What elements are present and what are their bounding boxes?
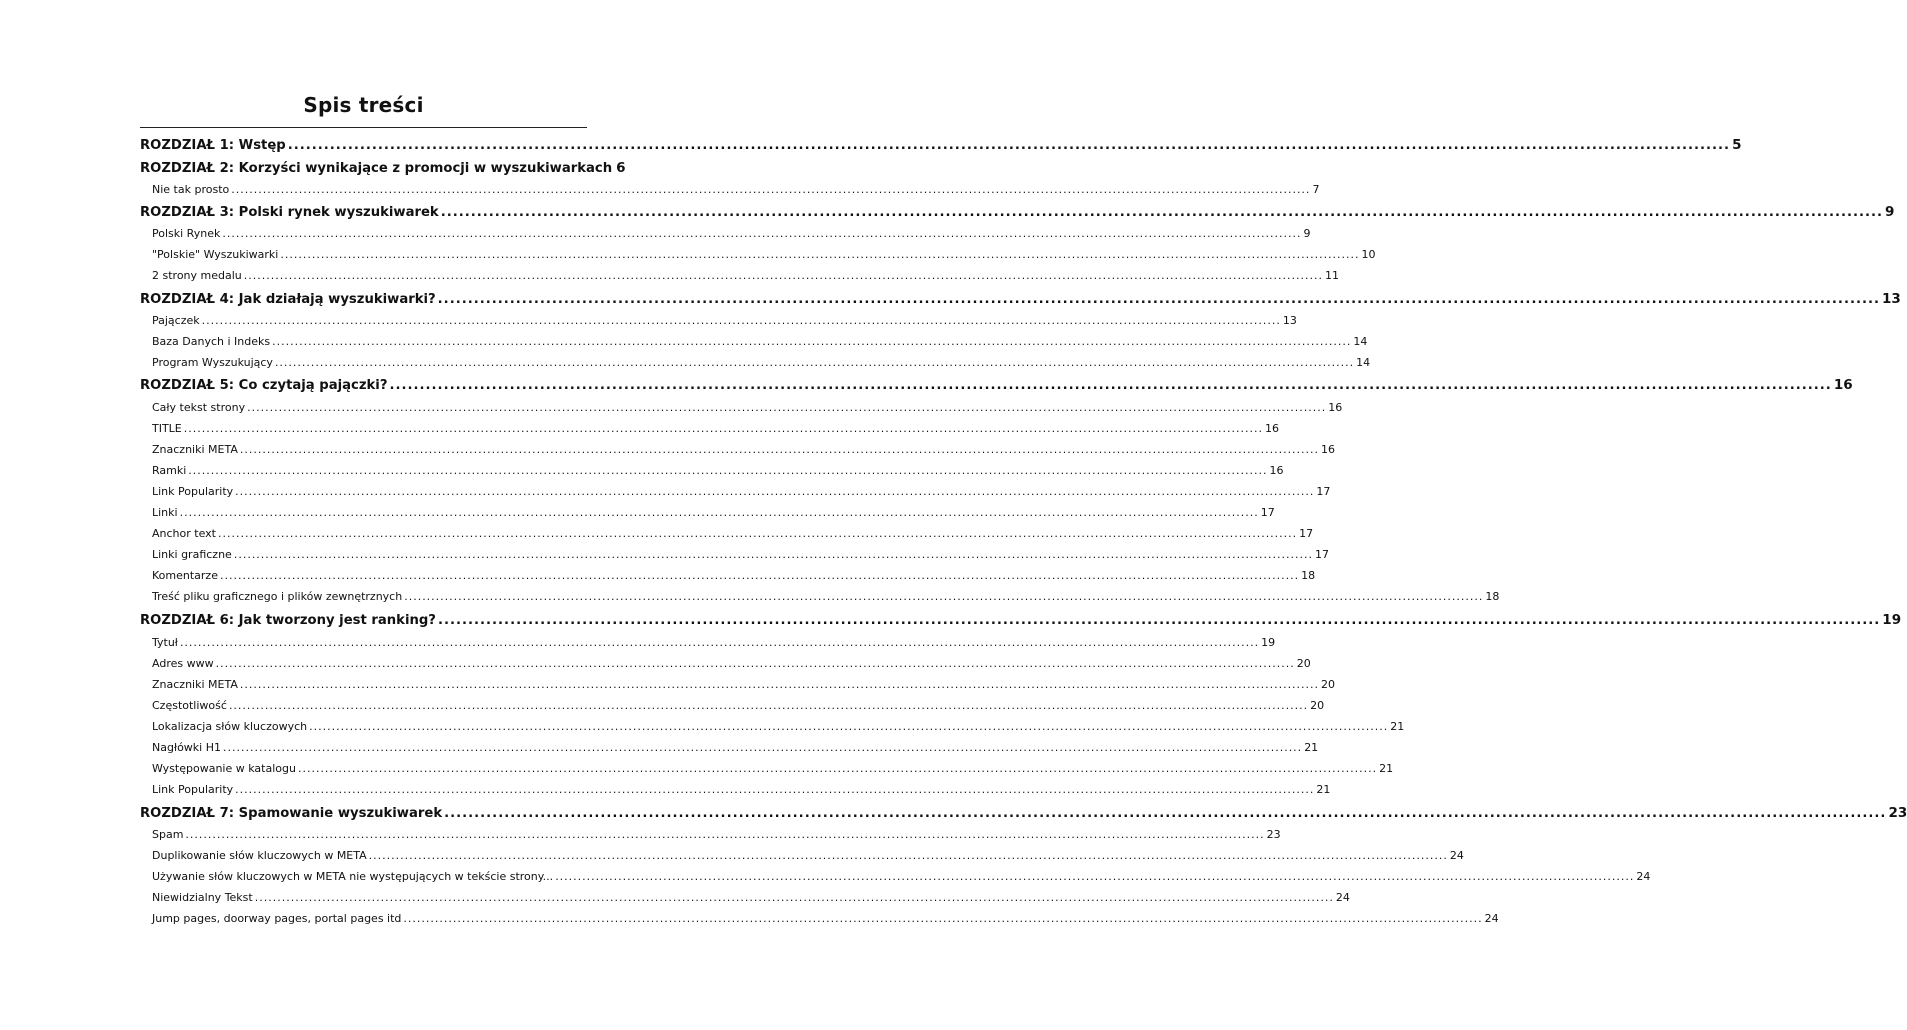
toc-entry-label: Baza Danych i Indeks	[152, 335, 271, 348]
toc-entry-page-number: 24	[1335, 891, 1350, 904]
dot-leader	[202, 314, 1281, 327]
toc-entry-page-number: 7	[1312, 183, 1320, 196]
toc-entry-label: ROZDZIAŁ 3: Polski rynek wyszukiwarek	[140, 205, 439, 220]
dot-leader	[244, 269, 1323, 282]
toc-section-entry[interactable]	[140, 227, 1311, 240]
dot-leader	[288, 138, 1730, 153]
toc-entry-label: Spam	[152, 828, 184, 841]
dot-leader	[240, 678, 1319, 691]
toc-chapter-entry[interactable]	[140, 612, 1902, 628]
toc-entry-page-number: 21	[1379, 762, 1394, 775]
dot-leader	[180, 636, 1259, 649]
toc-entry-label: Cały tekst strony	[152, 401, 246, 414]
dot-leader	[444, 806, 1886, 821]
toc-section-entry[interactable]	[140, 269, 1339, 282]
dot-leader	[223, 741, 1302, 754]
dot-leader	[240, 443, 1319, 456]
toc-section-entry[interactable]	[140, 506, 1275, 519]
dot-leader	[298, 762, 1377, 775]
toc-entry-label: Niewidzialny Tekst	[152, 891, 253, 904]
toc-entry-page-number: 9	[1885, 204, 1895, 220]
dot-leader	[218, 527, 1297, 540]
toc-entry-page-number: 20	[1296, 657, 1311, 670]
toc-section-entry[interactable]	[140, 699, 1325, 712]
toc-chapter-entry[interactable]	[140, 204, 1895, 220]
toc-entry-page-number: 11	[1324, 269, 1339, 282]
dot-leader	[309, 720, 1388, 733]
toc-entry-label: Tytuł	[152, 636, 178, 649]
toc-entry-page-number: 23	[1888, 805, 1907, 821]
toc-section-entry[interactable]	[140, 870, 1651, 883]
toc-entry-label: ROZDZIAŁ 5: Co czytają pajączki?	[140, 378, 388, 393]
dot-leader	[216, 657, 1295, 670]
toc-section-entry[interactable]	[140, 422, 1279, 435]
toc-entry-page-number: 21	[1304, 741, 1319, 754]
toc-entry-label: ROZDZIAŁ 7: Spamowanie wyszukiwarek	[140, 806, 443, 821]
dot-leader	[403, 912, 1482, 925]
dot-leader	[441, 205, 1883, 220]
toc-entry-label: Duplikowanie słów kluczowych w META	[152, 849, 367, 862]
toc-entry-page-number: 5	[1732, 137, 1742, 153]
dot-leader	[235, 485, 1314, 498]
toc-entry-page-number: 24	[1636, 870, 1651, 883]
toc-section-entry[interactable]	[140, 248, 1376, 261]
toc-entry-label: Ramki	[152, 464, 187, 477]
toc-entry-page-number: 17	[1316, 485, 1331, 498]
toc-entry-label: Nie tak prosto	[152, 183, 230, 196]
dot-leader	[247, 401, 1326, 414]
toc-entry-page-number: 13	[1282, 314, 1297, 327]
toc-entry-page-number: 18	[1485, 590, 1500, 603]
toc-entry-label: Częstotliwość	[152, 699, 227, 712]
toc-entry-label: 2 strony medalu	[152, 269, 242, 282]
toc-section-entry[interactable]	[140, 548, 1330, 561]
toc-section-entry[interactable]	[140, 485, 1331, 498]
toc-entry-page-number: 10	[1361, 248, 1376, 261]
toc-entry-page-number: 17	[1315, 548, 1330, 561]
toc-section-entry[interactable]	[140, 569, 1316, 582]
toc-section-entry[interactable]	[140, 741, 1319, 754]
toc-chapter-entry[interactable]	[140, 377, 1853, 393]
toc-section-entry[interactable]	[140, 443, 1336, 456]
toc-entry-page-number: 18	[1301, 569, 1316, 582]
toc-entry-label: Komentarze	[152, 569, 218, 582]
toc-entry-page-number: 13	[1882, 291, 1901, 307]
toc-entry-page-number: 16	[1833, 377, 1853, 393]
toc-section-entry[interactable]	[140, 314, 1297, 327]
toc-entry-label: ROZDZIAŁ 2: Korzyści wynikające z promocji w wyszukiwarkach	[140, 161, 613, 176]
toc-entry-page-number: 9	[1303, 227, 1311, 240]
toc-entry-label: ROZDZIAŁ 1: Wstęp	[140, 138, 286, 153]
toc-entry-page-number: 16	[1321, 443, 1336, 456]
toc-entry-label: Znaczniki META	[152, 678, 238, 691]
toc-chapter-entry[interactable]	[140, 137, 1742, 153]
toc-section-entry[interactable]	[140, 590, 1500, 603]
toc-entry-label: Występowanie w katalogu	[152, 762, 296, 775]
toc-entry-page-number: 17	[1299, 527, 1314, 540]
dot-leader	[229, 699, 1308, 712]
toc-entry-label: ROZDZIAŁ 6: Jak tworzony jest ranking?	[140, 613, 436, 628]
toc-entry-page-number: 20	[1310, 699, 1325, 712]
toc-entry-label: Linki	[152, 506, 178, 519]
toc-entry-page-number: 24	[1449, 849, 1464, 862]
toc-entry-label: Używanie słów kluczowych w META nie występujących w tekście strony...	[152, 870, 554, 883]
toc-chapter-entry[interactable]	[140, 291, 1901, 307]
toc-section-entry[interactable]	[140, 657, 1311, 670]
dot-leader	[184, 422, 1263, 435]
toc-entry-label: Pajączek	[152, 314, 200, 327]
toc-entry-label: "Polskie" Wyszukiwarki	[152, 248, 279, 261]
dot-leader	[234, 548, 1313, 561]
toc-entry-page-number: 19	[1261, 636, 1276, 649]
dot-leader	[220, 569, 1299, 582]
toc-section-entry[interactable]	[140, 762, 1394, 775]
toc-entry-page-number: 16	[1328, 401, 1343, 414]
toc-section-entry[interactable]	[140, 912, 1499, 925]
toc-entry-page-number: 6	[616, 160, 626, 176]
toc-entry-page-number: 24	[1484, 912, 1499, 925]
toc-entry-page-number: 16	[1269, 464, 1284, 477]
dot-leader	[555, 870, 1634, 883]
toc-section-entry[interactable]	[140, 891, 1350, 904]
toc-entry-label: Anchor text	[152, 527, 216, 540]
toc-entry-page-number: 21	[1316, 783, 1331, 796]
dot-leader	[280, 248, 1359, 261]
dot-leader	[389, 378, 1831, 393]
title-rule	[140, 127, 587, 128]
toc-entry-page-number: 14	[1356, 356, 1371, 369]
toc-entry-label: Lokalizacja słów kluczowych	[152, 720, 308, 733]
toc-section-entry[interactable]	[140, 527, 1314, 540]
toc-chapter-entry[interactable]	[140, 160, 626, 176]
toc-entry-label: Treść pliku graficznego i plików zewnętrznych	[152, 590, 403, 603]
toc-section-entry[interactable]	[140, 356, 1371, 369]
toc-chapter-entry[interactable]	[140, 805, 1907, 821]
toc-entry-page-number: 14	[1353, 335, 1368, 348]
dot-leader	[185, 828, 1264, 841]
toc-entry-page-number: 20	[1321, 678, 1336, 691]
dot-leader	[255, 891, 1334, 904]
toc-entry-page-number: 17	[1260, 506, 1275, 519]
toc-entry-label: Adres www	[152, 657, 214, 670]
dot-leader	[438, 292, 1880, 307]
toc-entry-label: Link Popularity	[152, 485, 234, 498]
dot-leader	[180, 506, 1259, 519]
toc-entry-label: Polski Rynek	[152, 227, 221, 240]
dot-leader	[235, 783, 1314, 796]
toc-entry-label: Program Wyszukujący	[152, 356, 273, 369]
dot-leader	[231, 183, 1310, 196]
toc-section-entry[interactable]	[140, 828, 1281, 841]
toc-entry-page-number: 19	[1882, 612, 1902, 628]
toc-title: Spis treści	[303, 93, 424, 117]
dot-leader	[222, 227, 1301, 240]
dot-leader	[369, 849, 1448, 862]
dot-leader	[188, 464, 1267, 477]
dot-leader	[272, 335, 1351, 348]
toc-entry-page-number: 16	[1264, 422, 1279, 435]
toc-section-entry[interactable]	[140, 720, 1405, 733]
toc-section-entry[interactable]	[140, 636, 1276, 649]
dot-leader	[404, 590, 1483, 603]
toc-entry-page-number: 23	[1266, 828, 1281, 841]
toc-entry-label: ROZDZIAŁ 4: Jak działają wyszukiwarki?	[140, 292, 436, 307]
toc-section-entry[interactable]	[140, 464, 1284, 477]
toc-entry-label: Linki graficzne	[152, 548, 232, 561]
toc-entry-label: Jump pages, doorway pages, portal pages itd	[152, 912, 402, 925]
toc-section-entry[interactable]	[140, 783, 1331, 796]
toc-section-entry[interactable]	[140, 335, 1368, 348]
toc-entry-label: Link Popularity	[152, 783, 234, 796]
toc-section-entry[interactable]	[140, 678, 1336, 691]
toc-entry-label: Nagłówki H1	[152, 741, 221, 754]
toc-section-entry[interactable]	[140, 183, 1320, 196]
toc-section-entry[interactable]	[140, 849, 1464, 862]
toc-entry-label: Znaczniki META	[152, 443, 238, 456]
dot-leader	[438, 613, 1880, 628]
toc-entry-page-number: 21	[1390, 720, 1405, 733]
toc-section-entry[interactable]	[140, 401, 1343, 414]
dot-leader	[275, 356, 1354, 369]
toc-entry-label: TITLE	[152, 422, 182, 435]
